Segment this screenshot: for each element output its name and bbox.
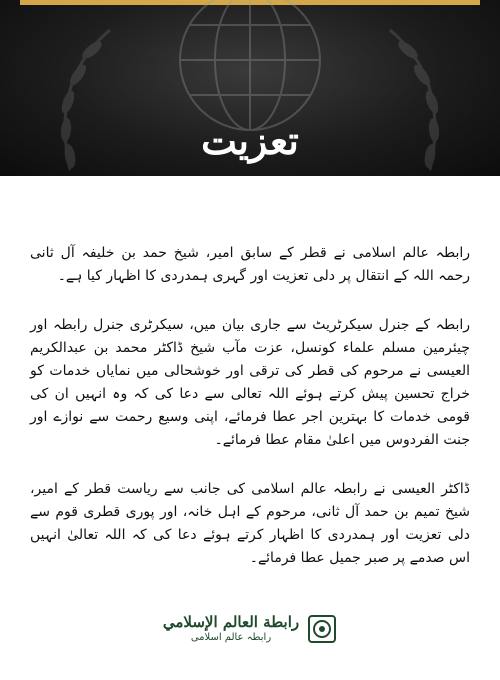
header-banner	[0, 0, 500, 176]
emblem-icon	[307, 614, 337, 644]
paragraph-secretary-general-statement: رابطہ کے جنرل سیکرٹریٹ سے جاری بیان میں، سیکرٹری جنرل رابطہ اور چیئرمین مسلم علماء کونسل، عزت مآب شیخ ڈاکٹر محمد بن عبدالکریم العیسی نے مرحوم کی قطر کی ترقی اور خوشحالی میں نمایاں خدمات کو خراج تحسین پیش کرتے ہوئے اللہ تعالی سے دعا کی کہ وہ انہیں ان کی قومی خدمات کا بہترین اجر عطا فرمائے، اپنی وسیع رحمت سے نوازے اور جنت الفردوس میں اعلیٰ مقام عطا فرمائے۔	[30, 317, 470, 448]
logo-urdu-name: رابطہ عالم اسلامی	[190, 632, 272, 643]
paragraph-condolence-to-qatar: ڈاکٹر العیسی نے رابطہ عالم اسلامی کی جانب سے ریاست قطر کے امیر، شیخ تمیم بن حمد آل ثانی، مرحوم کے اہل خانہ، اور پوری قطری قوم سے دلی تعزیت اور ہمدردی کا اظہار کرتے ہوئے دعا کی کہ اللہ تعالیٰ انہیں اس صدمے پر صبر جمیل عطا فرمائے۔	[30, 481, 470, 566]
page-title: تعزیت	[201, 118, 299, 163]
paragraph-condolence: رابطہ عالم اسلامی نے قطر کے سابق امیر، شیخ حمد بن خلیفہ آل ثانی رحمہ اللہ کے انتقال پر دلی تعزیت اور گہری ہمدردی کا اظہار کیا ہے۔	[30, 245, 470, 284]
logo-text	[163, 613, 299, 645]
logo-arabic-name: رابطة العالم الإسلامي	[162, 613, 300, 631]
article-body	[30, 242, 470, 596]
organization-logo	[0, 604, 500, 654]
